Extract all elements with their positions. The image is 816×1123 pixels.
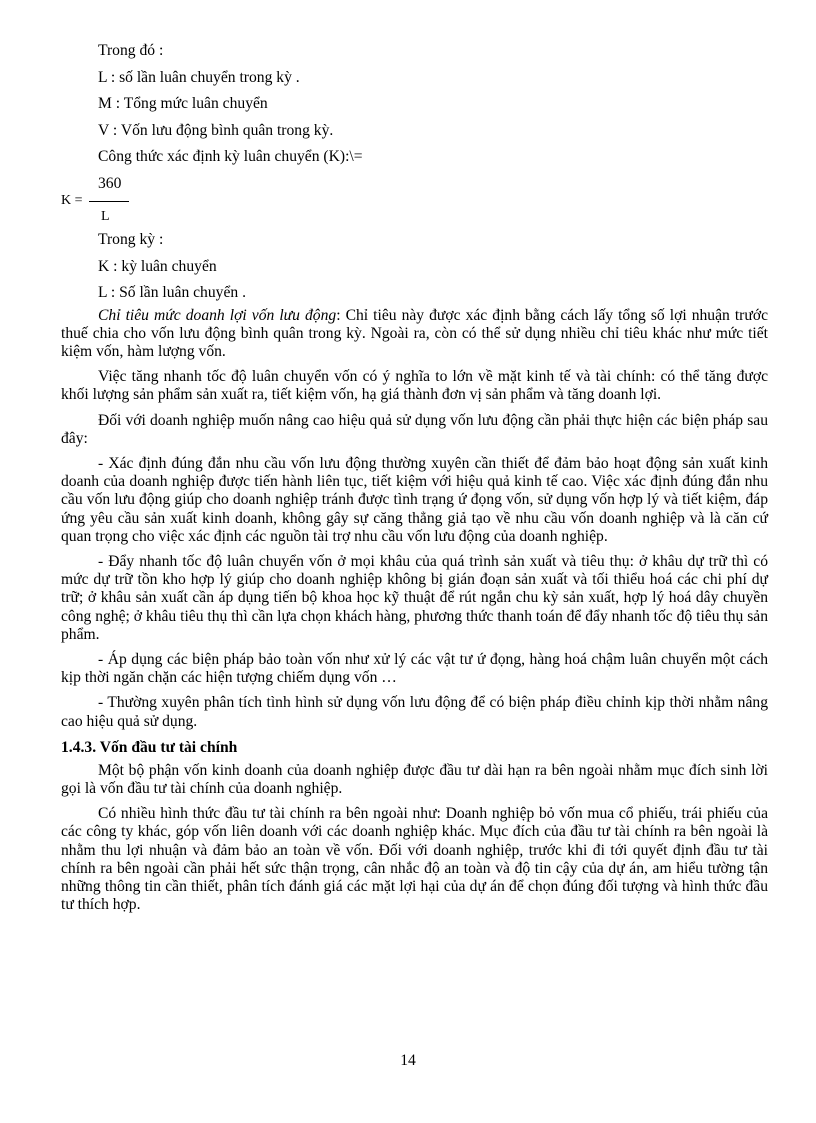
paragraph: - Đẩy nhanh tốc độ luân chuyển vốn ở mọi khâu của quá trình sản xuất và tiêu thụ: ở khâu dự trữ thì có mức dự trữ tồn kho hợp lý giúp cho doanh nghiệp không bị gián đoạn sản xuất và tối thiểu hoá các chi phí dự trữ; ở khâu sản xuất cần áp dụng tiến bộ khoa học kỹ thuật để rút ngắn chu kỳ sản xuất, hợp lý hoá dây chuyền công nghệ; ở khâu tiêu thụ thì cần lựa chọn khách hàng, phương thức thanh toán để đẩy nhanh tốc độ tiêu thụ sản phẩm. — [61, 552, 769, 643]
fraction-bar — [89, 201, 129, 202]
paragraph-text: : Chỉ tiêu này được xác định bằng cách lấy tổng số lợi nhuận trước thuế chia cho vốn lưu động bình quân trong kỳ. Ngoài ra, còn có thể sử dụng nhiều chỉ tiêu khác như mức tiết kiệm vốn, hàm lượng vốn. — [61, 306, 768, 360]
definition-V: V : Vốn lưu động bình quân trong kỳ. — [98, 121, 334, 139]
where-label-2: Trong kỳ : — [98, 231, 164, 248]
section-heading: 1.4.3. Vốn đầu tư tài chính — [61, 738, 238, 756]
formula-numerator: 360 — [98, 174, 122, 192]
formula-intro: Công thức xác định kỳ luân chuyển (K):\= — [98, 148, 363, 165]
paragraph: - Thường xuyên phân tích tình hình sử dụng vốn lưu động để có biện pháp điều chỉnh kịp thời nhằm nâng cao hiệu quả sử dụng. — [61, 694, 768, 730]
document-page — [61, 38, 768, 921]
paragraph: Việc tăng nhanh tốc độ luân chuyển vốn có ý nghĩa to lớn về mặt kinh tế và tài chính: có thể tăng được khối lượng sản phẩm sản xuất ra, tiết kiệm vốn, hạ giá thành đơn vị sản phẩm và tăng doanh lợi. — [61, 368, 768, 404]
formula-denominator: L — [101, 209, 110, 224]
italic-term: Chỉ tiêu mức doanh lợi vốn lưu động — [98, 306, 337, 324]
formula-lhs: K = — [61, 193, 83, 208]
paragraph: Có nhiều hình thức đầu tư tài chính ra bên ngoài như: Doanh nghiệp bỏ vốn mua cổ phiếu, trái phiếu của các công ty khác, góp vốn liên doanh với các doanh nghiệp khác. Mục đích của đầu tư tài chính ra bên ngoài là nhằm thu lợi nhuận và đảm bảo an toàn về vốn. Đối với doanh nghiệp, trước khi đi tới quyết định đầu tư tài chính ra bên ngoài cần phải hết sức thận trọng, cân nhắc độ an toàn và độ tin cậy của dự án, am hiểu tường tận những thông tin cần thiết, phân tích đánh giá các mặt lợi hại của dự án để chọn đúng đối tượng và hình thức đầu tư thích hợp. — [61, 805, 768, 914]
definition-K: K : kỳ luân chuyển — [98, 257, 217, 275]
paragraph-working-capital-profitability — [61, 307, 768, 362]
paragraph: Đối với doanh nghiệp muốn nâng cao hiệu quả sử dụng vốn lưu động cần phải thực hiện các biện pháp sau đây: — [61, 411, 768, 447]
definition-L-2: L : Số lần luân chuyển . — [98, 284, 246, 301]
definition-L: L : số lần luân chuyển trong kỳ . — [98, 68, 300, 86]
paragraph: - Xác định đúng đắn nhu cầu vốn lưu động thường xuyên cần thiết để đảm bảo hoạt động sản xuất kinh doanh của doanh nghiệp được tiến hành liên tục, tiết kiệm với hiệu quả kinh tế cao. Việc xác định đúng đắn nhu cầu vốn lưu động giúp cho doanh nghiệp tránh được tình trạng ứ đọng vốn, sử dụng vốn hợp lý và tiết kiệm, đáp ứng yêu cầu sản xuất kinh doanh, không gây sự căng thẳng giả tạo về nhu cầu vốn doanh nghiệp và là căn cứ quan trọng cho việc xác định các nguồn tài trợ nhu cầu vốn lưu động của doanh nghiệp. — [61, 454, 768, 545]
definition-M: M : Tổng mức luân chuyển — [98, 95, 268, 112]
formula-fraction — [61, 193, 768, 227]
paragraph: - Áp dụng các biện pháp bảo toàn vốn như xử lý các vật tư ứ đọng, hàng hoá chậm luân chuyển một cách kịp thời ngăn chặn các hiện tượng chiếm dụng vốn … — [61, 650, 768, 687]
where-label: Trong đó : — [98, 42, 164, 59]
paragraph: Một bộ phận vốn kinh doanh của doanh nghiệp được đầu tư dài hạn ra bên ngoài nhằm mục đích sinh lời gọi là vốn đầu tư tài chính của doanh nghiệp. — [61, 761, 768, 797]
page-number: 14 — [400, 1052, 416, 1069]
